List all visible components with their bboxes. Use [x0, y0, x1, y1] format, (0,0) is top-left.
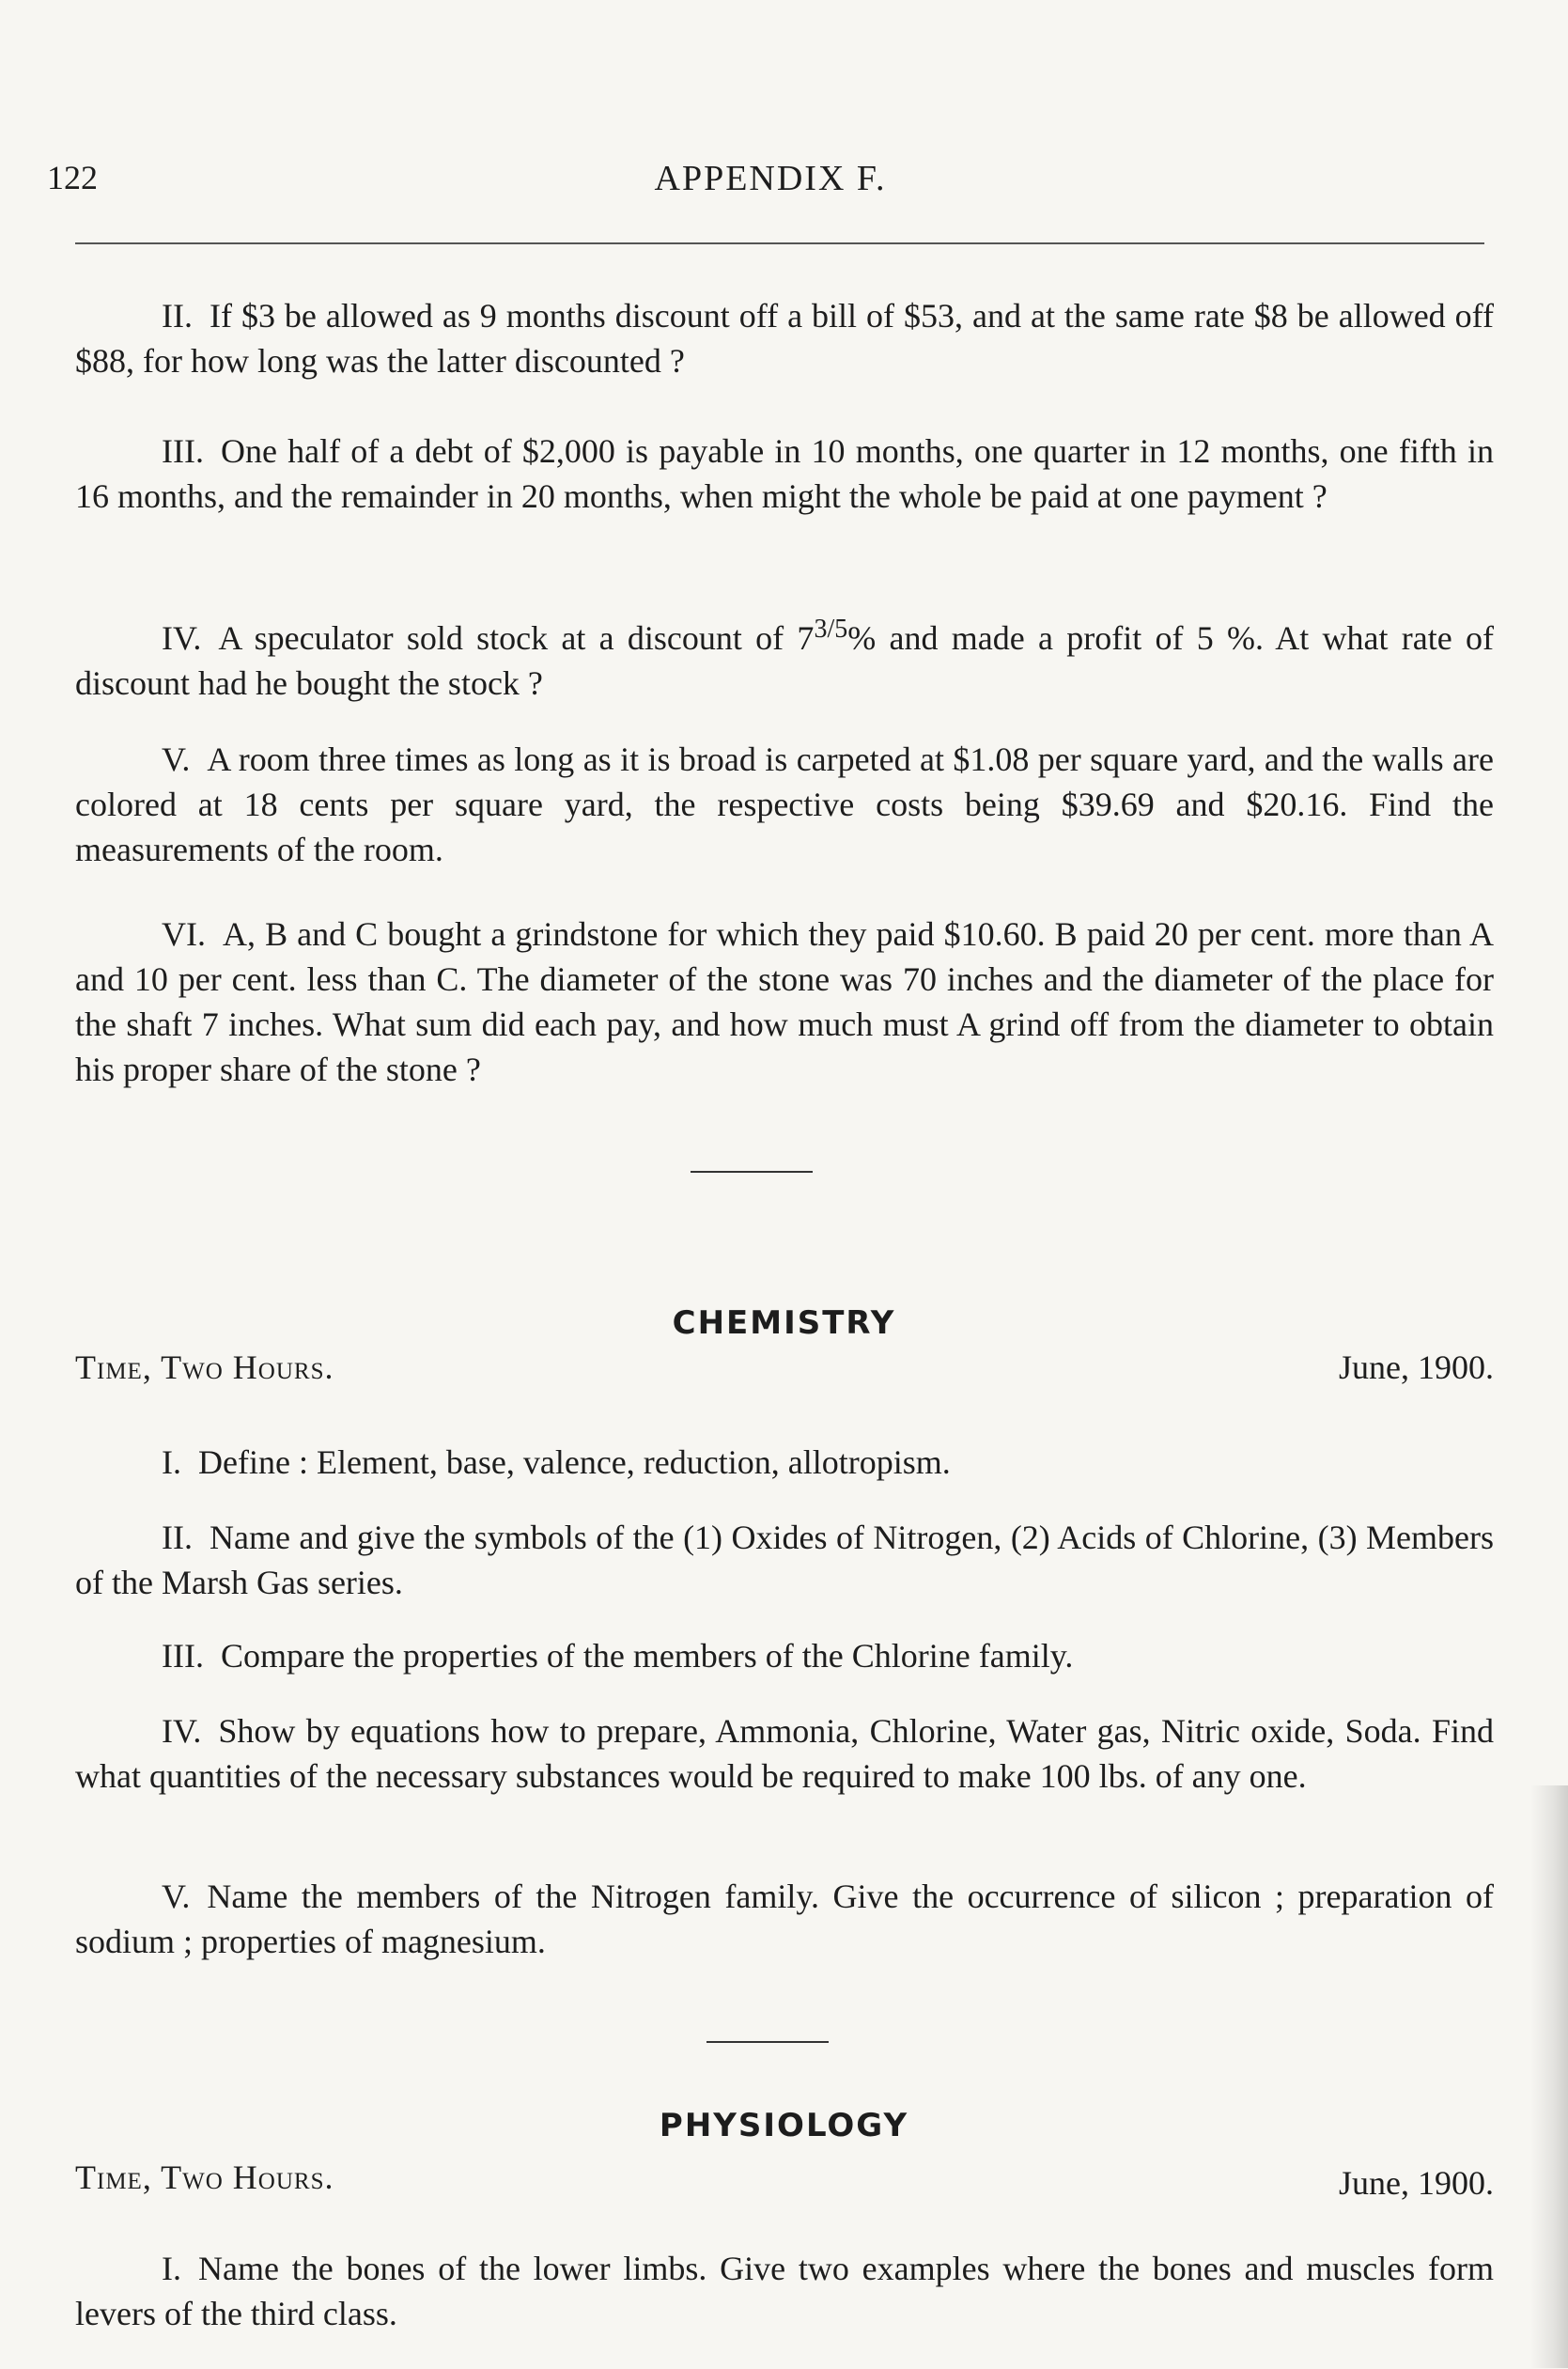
question-number: III. [162, 1637, 204, 1675]
chemistry-title: CHEMISTRY [672, 1304, 896, 1342]
arith-question-4 [75, 607, 1494, 706]
question-number: II. [162, 1519, 193, 1556]
question-text: One half of a debt of $2,000 is payable in 10 months, one quarter in 12 months, one fifth in 16 months, and the remainder in 20 months, when might the whole be paid at one payment ? [75, 432, 1494, 515]
chem-question-1 [75, 1440, 1494, 1485]
question-text: Show by equations how to prepare, Ammonia, Chlorine, Water gas, Nitric oxide, Soda. Find what quantities of the necessary substances would be required to make 100 lbs. of any one. [75, 1712, 1494, 1795]
question-text-b: % and made a profit of 5 %. At what rate of discount had he bought the stock ? [75, 619, 1495, 702]
exam-time: Time, Two Hours. [75, 1348, 334, 1386]
page-header [47, 158, 1494, 214]
page-number: 122 [47, 159, 98, 196]
question-number: VI. [162, 915, 206, 953]
exam-time: Time, Two Hours. [75, 2159, 334, 2196]
question-text: Define : Element, base, valence, reduction, allotropism. [198, 1443, 951, 1481]
fraction: 3/5 [814, 615, 848, 644]
question-number: II. [162, 297, 193, 335]
physiology-meta [75, 2158, 1494, 2203]
arith-question-2 [75, 293, 1494, 383]
chemistry-meta [75, 1348, 1494, 1393]
phys-question-1 [75, 2246, 1494, 2336]
question-text: Name and give the symbols of the (1) Oxides of Nitrogen, (2) Acids of Chlorine, (3) Members of the Marsh Gas series. [75, 1519, 1494, 1601]
question-number: IV. [162, 619, 202, 657]
chem-question-2 [75, 1515, 1494, 1605]
question-text: Compare the properties of the members of the Chlorine family. [220, 1637, 1074, 1675]
exam-date: June, 1900. [1339, 2164, 1494, 2202]
chem-question-4 [75, 1708, 1494, 1799]
running-head: APPENDIX F. [654, 159, 887, 198]
exam-date: June, 1900. [1339, 1348, 1494, 1386]
chem-question-5 [75, 1874, 1494, 1964]
question-number: I. [162, 1443, 181, 1481]
header-rule [75, 242, 1484, 244]
arith-question-5 [75, 737, 1494, 872]
scan-edge-shadow [1530, 1785, 1568, 2368]
arith-question-6 [75, 912, 1494, 1092]
chem-question-3 [75, 1633, 1494, 1678]
question-text: If $3 be allowed as 9 months discount off a bill of $53, and at the same rate $8 be allowed off $88, for how long was the latter discounted ? [75, 297, 1494, 380]
arith-question-3 [75, 429, 1494, 519]
question-text: Name the bones of the lower limbs. Give two examples where the bones and muscles form levers of the third class. [75, 2250, 1494, 2332]
question-text: A, B and C bought a grindstone for which they paid $10.60. B paid 20 per cent. more than A and 10 per cent. less than C. The diameter of the stone was 70 inches and the diameter of the place for the shaft 7 inches. What sum did each pay, and how much must A grind off from the diameter to obtain his proper share of the stone ? [75, 915, 1494, 1088]
section-separator [706, 2041, 829, 2043]
physiology-title: PHYSIOLOGY [659, 2107, 909, 2144]
question-text: Name the members of the Nitrogen family. Give the occurrence of silicon ; preparation of sodium ; properties of magnesium. [75, 1878, 1494, 1960]
question-number: V. [162, 1878, 191, 1915]
section-separator [691, 1171, 813, 1173]
question-text: A room three times as long as it is broad is carpeted at $1.08 per square yard, and the walls are colored at 18 cents per square yard, the respective costs being $39.69 and $20.16. Find the measurements of the room. [75, 740, 1494, 868]
question-number: III. [162, 432, 204, 470]
question-number: IV. [162, 1712, 202, 1750]
question-number: I. [162, 2250, 181, 2287]
question-number: V. [162, 740, 191, 778]
question-text-a: A speculator sold stock at a discount of 7 [218, 619, 815, 657]
